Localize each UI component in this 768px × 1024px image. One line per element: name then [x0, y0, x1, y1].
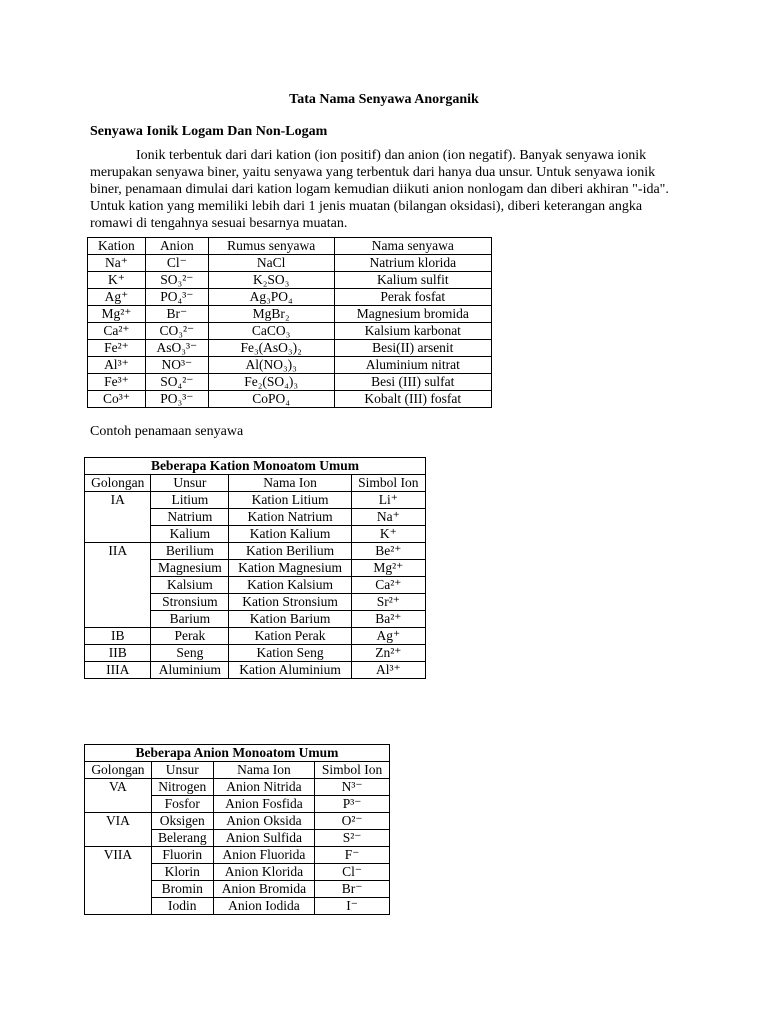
cell-nama: Magnesium bromida [334, 306, 491, 323]
cell-unsur: Klorin [151, 864, 213, 881]
cell-nama: Anion Bromida [213, 881, 314, 898]
header-kation: Kation [88, 238, 146, 255]
cell-kation: Ca²⁺ [88, 323, 146, 340]
cell-anion: PO₃³⁻ [145, 391, 208, 408]
cell-simbol: F⁻ [315, 847, 390, 864]
cell-golongan [85, 509, 151, 526]
table-row [85, 779, 390, 796]
cell-golongan: VIIA [85, 847, 152, 864]
cell-kation: Fe³⁺ [88, 374, 146, 391]
cell-nama: Besi (III) sulfat [334, 374, 491, 391]
cell-golongan: IA [85, 492, 151, 509]
table-row [88, 374, 492, 391]
cell-simbol: Cl⁻ [315, 864, 390, 881]
cell-nama: Besi(II) arsenit [334, 340, 491, 357]
table-header-row [88, 238, 492, 255]
cell-golongan [85, 526, 151, 543]
cell-anion: PO₄³⁻ [145, 289, 208, 306]
cell-simbol: Li⁺ [351, 492, 425, 509]
table-row [85, 898, 390, 915]
cell-simbol: Sr²⁺ [351, 594, 425, 611]
cell-rumus: Ag₃PO₄ [208, 289, 334, 306]
cell-simbol: S²⁻ [315, 830, 390, 847]
cell-nama: Anion Fluorida [213, 847, 314, 864]
table-row [85, 662, 426, 679]
cell-nama: Anion Nitrida [213, 779, 314, 796]
table-row [85, 628, 426, 645]
cell-simbol: Mg²⁺ [351, 560, 425, 577]
table-row [85, 611, 426, 628]
header-golongan: Golongan [85, 762, 152, 779]
cell-kation: Fe²⁺ [88, 340, 146, 357]
cell-nama: Anion Klorida [213, 864, 314, 881]
header-anion: Anion [145, 238, 208, 255]
cell-nama: Kation Berilium [229, 543, 351, 560]
cell-rumus: CaCO₃ [208, 323, 334, 340]
cell-golongan [85, 594, 151, 611]
cell-nama: Kation Seng [229, 645, 351, 662]
cell-golongan [85, 577, 151, 594]
cell-unsur: Seng [151, 645, 229, 662]
cell-golongan [85, 881, 152, 898]
cell-nama: Anion Oksida [213, 813, 314, 830]
header-nama: Nama senyawa [334, 238, 491, 255]
table-row [85, 645, 426, 662]
cell-nama: Natrium klorida [334, 255, 491, 272]
table-header-row [85, 762, 390, 779]
cell-unsur: Nitrogen [151, 779, 213, 796]
cell-nama: Aluminium nitrat [334, 357, 491, 374]
header-simbol-ion: Simbol Ion [315, 762, 390, 779]
cell-unsur: Berilium [151, 543, 229, 560]
table-row [85, 796, 390, 813]
cell-unsur: Iodin [151, 898, 213, 915]
cell-kation: K⁺ [88, 272, 146, 289]
cell-rumus: MgBr₂ [208, 306, 334, 323]
table-row [85, 881, 390, 898]
table-row [85, 577, 426, 594]
cell-simbol: Be²⁺ [351, 543, 425, 560]
cell-golongan [85, 611, 151, 628]
table-row [85, 509, 426, 526]
header-simbol-ion: Simbol Ion [351, 475, 425, 492]
cell-golongan: IIIA [85, 662, 151, 679]
cation-table-body [85, 492, 426, 679]
anion-table-body [85, 779, 390, 915]
intro-paragraph-text: Ionik terbentuk dari dari kation (ion positif) dan anion (ion negatif). Banyak senyawa ionik merupakan senyawa biner, yaitu senyawa yang terbentuk dari hanya dua unsur. Untuk senyawa ionik biner, penamaan dimulai dari kation logam kemudian diikuti anion nonlogam dan diberi akhiran "-ida". Untuk kation yang memiliki lebih dari 1 jenis muatan (bilangan oksidasi), diberi keterangan angka romawi di tengahnya sesuai besarnya muatan. [90, 148, 669, 231]
cell-nama: Kation Stronsium [229, 594, 351, 611]
header-unsur: Unsur [151, 762, 213, 779]
cell-golongan: VA [85, 779, 152, 796]
cell-golongan [85, 560, 151, 577]
header-nama-ion: Nama Ion [213, 762, 314, 779]
table-row [85, 594, 426, 611]
cell-simbol: N³⁻ [315, 779, 390, 796]
table-row [88, 357, 492, 374]
anion-table-caption: Beberapa Anion Monoatom Umum [85, 745, 390, 762]
cell-simbol: Na⁺ [351, 509, 425, 526]
cation-table-caption: Beberapa Kation Monoatom Umum [85, 458, 426, 475]
table-caption-row [85, 745, 390, 762]
cell-kation: Al³⁺ [88, 357, 146, 374]
cell-simbol: I⁻ [315, 898, 390, 915]
table-row [88, 255, 492, 272]
cation-table [84, 457, 426, 679]
cell-anion: AsO₃³⁻ [145, 340, 208, 357]
cell-simbol: P³⁻ [315, 796, 390, 813]
cell-simbol: O²⁻ [315, 813, 390, 830]
cell-rumus: K₂SO₃ [208, 272, 334, 289]
cell-nama: Anion Iodida [213, 898, 314, 915]
table-row [85, 813, 390, 830]
table-row [85, 830, 390, 847]
cell-unsur: Kalium [151, 526, 229, 543]
cell-nama: Kation Perak [229, 628, 351, 645]
header-unsur: Unsur [151, 475, 229, 492]
table-header-row [85, 475, 426, 492]
cell-golongan [85, 796, 152, 813]
cell-unsur: Fluorin [151, 847, 213, 864]
example-label: Contoh penamaan senyawa [90, 424, 244, 439]
cell-rumus: Fe₂(SO₄)₃ [208, 374, 334, 391]
cell-simbol: Br⁻ [315, 881, 390, 898]
cell-nama: Kobalt (III) fosfat [334, 391, 491, 408]
cell-unsur: Stronsium [151, 594, 229, 611]
cell-unsur: Aluminium [151, 662, 229, 679]
table-caption-row [85, 458, 426, 475]
cell-anion: Cl⁻ [145, 255, 208, 272]
anion-table [84, 744, 390, 915]
table-row [85, 864, 390, 881]
cell-unsur: Bromin [151, 881, 213, 898]
table-row [85, 560, 426, 577]
cell-nama: Kation Magnesium [229, 560, 351, 577]
cell-nama: Anion Sulfida [213, 830, 314, 847]
cell-simbol: Ba²⁺ [351, 611, 425, 628]
cell-golongan [85, 864, 152, 881]
section-heading: Senyawa Ionik Logam Dan Non-Logam [90, 124, 328, 139]
header-rumus: Rumus senyawa [208, 238, 334, 255]
cell-anion: SO₄²⁻ [145, 374, 208, 391]
table-row [85, 492, 426, 509]
table-row [88, 391, 492, 408]
cell-anion: Br⁻ [145, 306, 208, 323]
cell-rumus: CoPO₄ [208, 391, 334, 408]
table-row [88, 306, 492, 323]
intro-paragraph [90, 147, 670, 232]
cell-nama: Kation Natrium [229, 509, 351, 526]
cell-golongan [85, 830, 152, 847]
cell-kation: Co³⁺ [88, 391, 146, 408]
cell-rumus: Fe₃(AsO₃)₂ [208, 340, 334, 357]
cell-unsur: Litium [151, 492, 229, 509]
compound-table-body [88, 255, 492, 408]
cell-anion: NO³⁻ [145, 357, 208, 374]
cell-nama: Kation Litium [229, 492, 351, 509]
cell-golongan: IIB [85, 645, 151, 662]
cell-golongan [85, 898, 152, 915]
header-golongan: Golongan [85, 475, 151, 492]
cell-nama: Kalsium karbonat [334, 323, 491, 340]
cell-kation: Ag⁺ [88, 289, 146, 306]
cell-simbol: K⁺ [351, 526, 425, 543]
cell-anion: CO₃²⁻ [145, 323, 208, 340]
table-row [88, 323, 492, 340]
cell-unsur: Perak [151, 628, 229, 645]
table-row [85, 526, 426, 543]
cell-unsur: Oksigen [151, 813, 213, 830]
table-row [88, 272, 492, 289]
cell-simbol: Ca²⁺ [351, 577, 425, 594]
cell-nama: Anion Fosfida [213, 796, 314, 813]
cell-unsur: Natrium [151, 509, 229, 526]
cell-simbol: Al³⁺ [351, 662, 425, 679]
cell-nama: Kalium sulfit [334, 272, 491, 289]
cell-kation: Mg²⁺ [88, 306, 146, 323]
cell-unsur: Fosfor [151, 796, 213, 813]
cell-unsur: Barium [151, 611, 229, 628]
cell-nama: Kation Kalium [229, 526, 351, 543]
cell-nama: Perak fosfat [334, 289, 491, 306]
cell-nama: Kation Barium [229, 611, 351, 628]
cell-rumus: NaCl [208, 255, 334, 272]
cell-golongan: IB [85, 628, 151, 645]
cell-unsur: Kalsium [151, 577, 229, 594]
table-row [88, 289, 492, 306]
header-nama-ion: Nama Ion [229, 475, 351, 492]
table-row [85, 543, 426, 560]
page-title: Tata Nama Senyawa Anorganik [289, 92, 479, 107]
table-row [88, 340, 492, 357]
compound-table [87, 237, 492, 408]
table-row [85, 847, 390, 864]
cell-anion: SO₃²⁻ [145, 272, 208, 289]
cell-simbol: Ag⁺ [351, 628, 425, 645]
cell-rumus: Al(NO₃)₃ [208, 357, 334, 374]
cell-golongan: IIA [85, 543, 151, 560]
cell-nama: Kation Kalsium [229, 577, 351, 594]
cell-nama: Kation Aluminium [229, 662, 351, 679]
cell-golongan: VIA [85, 813, 152, 830]
cell-simbol: Zn²⁺ [351, 645, 425, 662]
cell-unsur: Belerang [151, 830, 213, 847]
cell-kation: Na⁺ [88, 255, 146, 272]
cell-unsur: Magnesium [151, 560, 229, 577]
